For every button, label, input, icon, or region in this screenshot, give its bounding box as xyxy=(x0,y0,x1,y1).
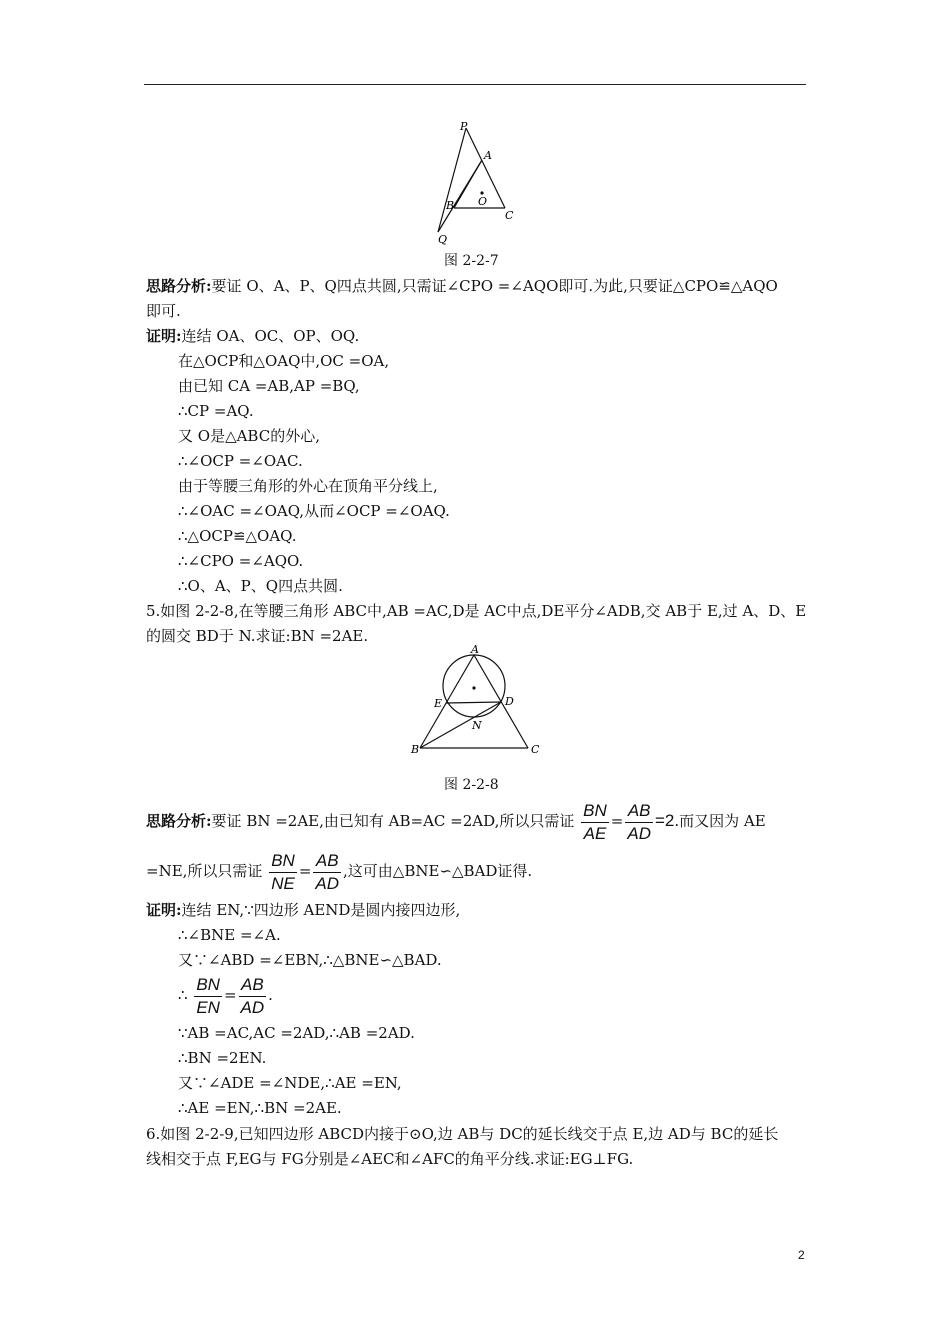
proof-4-line-11: ∴O、A、P、Q四点共圆. xyxy=(178,577,343,595)
proof-5-line-3: 又∵∠ABD =∠EBN,∴△BNE∽△BAD. xyxy=(178,951,442,969)
line-AC xyxy=(474,655,528,748)
figure-caption-2-2-8: 图 2-2-8 xyxy=(444,777,499,793)
proof-4-line-8: ∴∠OAC =∠OAQ,从而∠OCP =∠OAQ. xyxy=(178,502,450,520)
fraction-AB-AD-2: $\frac{AB}{AD}$ xyxy=(315,850,340,893)
fraction-BN-EN: $\frac{BN}{EN}$ xyxy=(196,974,220,1017)
problem-5-line-2: 的圆交 BD于 N.求证:BN =2AE. xyxy=(146,627,369,645)
proof-5-line-8: ∴AE =EN,∴BN =2AE. xyxy=(178,1099,342,1117)
label-N: N xyxy=(472,719,482,732)
problem-6-line-2: 线相交于点 F,EG与 FG分别是∠AEC和∠AFC的角平分线.求证:EG⊥FG. xyxy=(146,1150,634,1168)
label-P: P xyxy=(460,120,468,133)
label-C: C xyxy=(531,743,540,756)
label-A: A xyxy=(484,149,492,162)
fraction-BN-AE: $\frac{BN}{AE}$ xyxy=(583,800,607,843)
fraction-AB-AD-3: $\frac{AB}{AD}$ xyxy=(240,974,265,1017)
proof-5-line-2: ∴∠BNE =∠A. xyxy=(178,926,281,944)
proof-4-line-2: 在△OCP和△OAQ中,OC =OA, xyxy=(178,352,390,370)
proof-4-line-5: 又 O是△ABC的外心, xyxy=(178,427,320,445)
analysis-label: 思路分析: xyxy=(146,277,212,295)
proof-4-line-10: ∴∠CPO =∠AQO. xyxy=(178,552,304,570)
analysis-5-line-1: 思路分析:要证 BN =2AE,由已知有 AB=AC =2AD,所以只需证 $\frac{BN}{AE}$ = $\frac{AB}{AD}$ =2.而又因为 AE xyxy=(146,800,766,843)
label-B: B xyxy=(446,199,455,212)
fraction-AB-AD: $\frac{AB}{AD}$ xyxy=(627,800,651,843)
proof-5-line-7: 又∵∠ADE =∠NDE,∴AE =EN, xyxy=(178,1074,402,1092)
proof-5-line-6: ∴BN =2EN. xyxy=(178,1049,267,1067)
proof-4-line-9: ∴△OCP≌△OAQ. xyxy=(178,527,297,545)
label-B: B xyxy=(411,743,420,756)
proof-4-line-1: 证明:连结 OA、OC、OP、OQ. xyxy=(146,327,360,345)
line-PQ xyxy=(438,128,466,232)
line-AB xyxy=(420,655,474,748)
proof-5-line-4: ∴ $\frac{BN}{EN}$ = $\frac{AB}{AD}$ . xyxy=(178,974,273,1017)
proof-4-line-7: 由于等腰三角形的外心在顶角平分线上, xyxy=(178,477,438,495)
center-dot xyxy=(472,686,475,689)
figure-2-2-8 xyxy=(404,642,546,758)
fraction-BN-NE: $\frac{BN}{NE}$ xyxy=(271,850,295,893)
line-AQ xyxy=(438,160,482,232)
label-Q: Q xyxy=(438,233,448,246)
analysis-4-line-1: 思路分析:要证 O、A、P、Q四点共圆,只需证∠CPO =∠AQO即可.为此,只要证△CPO≌△AQO xyxy=(146,277,778,295)
page-number: 2 xyxy=(798,1248,805,1262)
label-C: C xyxy=(505,209,514,222)
line-ED xyxy=(446,702,501,703)
analysis-5-line-2: =NE,所以只需证 $\frac{BN}{NE}$ = $\frac{AB}{AD}$ ,这可由△BNE∽△BAD证得. xyxy=(146,850,533,893)
analysis-4-line-2: 即可. xyxy=(146,302,181,320)
label-O: O xyxy=(478,195,488,208)
proof-4-line-6: ∴∠OCP =∠OAC. xyxy=(178,452,303,470)
label-E: E xyxy=(434,697,443,710)
header-rule xyxy=(144,84,806,85)
problem-5-line-1: 5.如图 2-2-8,在等腰三角形 ABC中,AB =AC,D是 AC中点,DE平分∠ADB,交 AB于 E,过 A、D、E xyxy=(146,602,807,620)
proof-label: 证明: xyxy=(146,327,182,345)
proof-4-line-4: ∴CP =AQ. xyxy=(178,402,254,420)
proof-4-line-3: 由已知 CA =AB,AP =BQ, xyxy=(178,377,360,395)
figure-2-2-7 xyxy=(430,118,530,246)
label-A: A xyxy=(471,643,479,656)
circle-AED xyxy=(443,655,505,717)
line-BD xyxy=(420,702,501,748)
proof-5-line-5: ∵AB =AC,AC =2AD,∴AB =2AD. xyxy=(178,1024,415,1042)
label-D: D xyxy=(505,695,514,708)
proof-5-line-1: 证明:连结 EN,∵四边形 AEND是圆内接四边形, xyxy=(146,901,461,919)
problem-6-line-1: 6.如图 2-2-9,已知四边形 ABCD内接于⊙O,边 AB与 DC的延长线交于点 E,边 AD与 BC的延长 xyxy=(146,1125,779,1143)
figure-caption-2-2-7: 图 2-2-7 xyxy=(444,253,499,269)
